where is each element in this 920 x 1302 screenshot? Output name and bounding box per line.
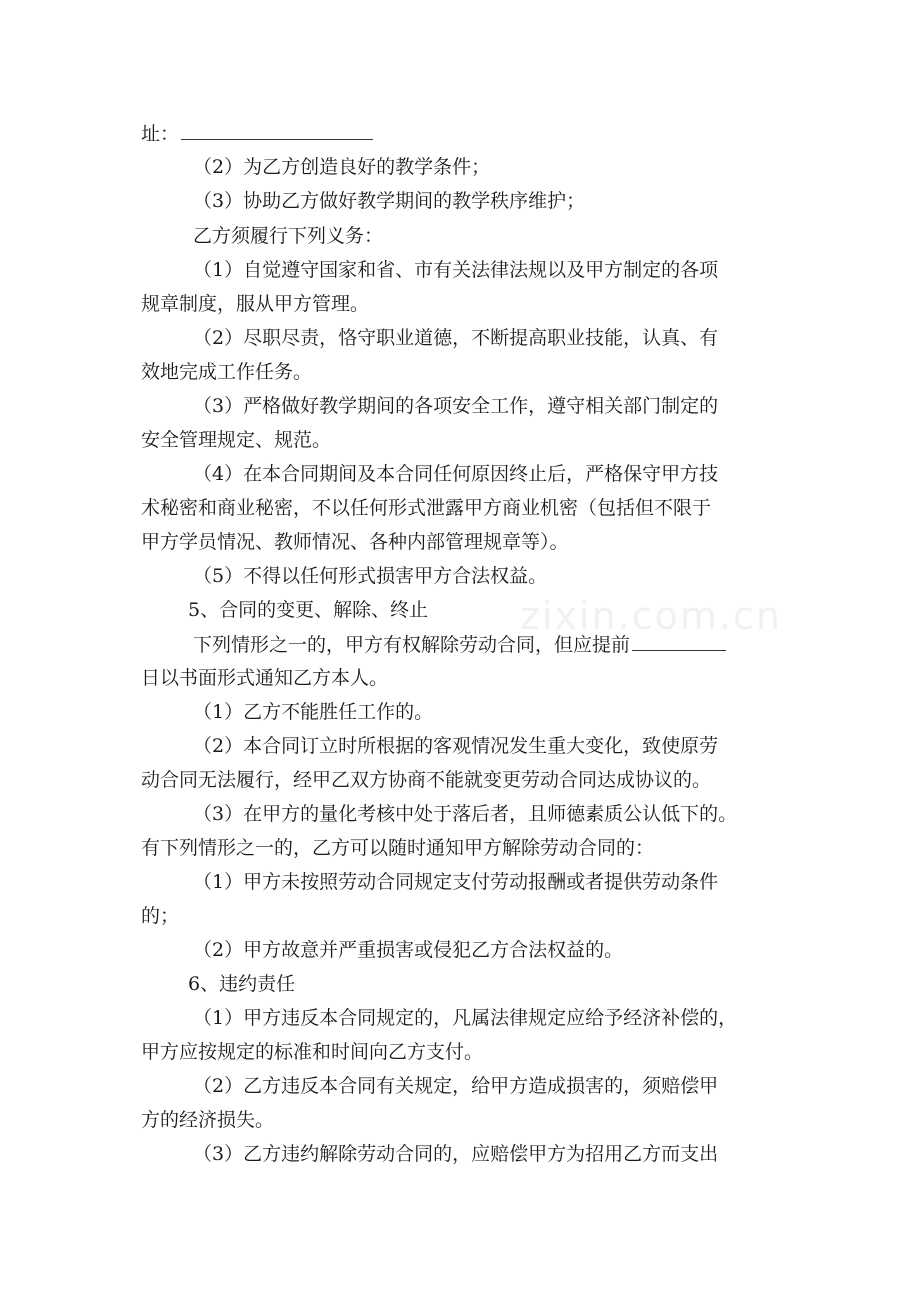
obligation-3-line2: 安全管理规定、规范。 — [141, 429, 332, 451]
employee-case-1-line2: 的； — [141, 905, 180, 927]
termination-case-2-line1: （2）本合同订立时所根据的客观情况发生重大变化，致使原劳 — [193, 735, 719, 757]
termination-intro-line2: 日以书面形式通知乙方本人。 — [141, 667, 389, 689]
address-label: 址： — [141, 123, 180, 145]
section-5-heading: 5、合同的变更、解除、终止 — [188, 599, 429, 621]
employee-case-1-line1: （1）甲方未按照劳动合同规定支付劳动报酬或者提供劳动条件 — [193, 871, 719, 893]
termination-case-3: （3）在甲方的量化考核中处于落后者，且师德素质公认低下的。 — [193, 803, 738, 825]
termination-case-1: （1）乙方不能胜任工作的。 — [193, 701, 434, 723]
obligation-3-line1: （3）严格做好教学期间的各项安全工作，遵守相关部门制定的 — [193, 395, 719, 417]
address-blank — [181, 121, 373, 140]
obligation-5: （5）不得以任何形式损害甲方合法权益。 — [193, 565, 548, 587]
termination-intro-text: 下列情形之一的，甲方有权解除劳动合同，但应提前 — [193, 634, 631, 656]
liability-2-line1: （2）乙方违反本合同有关规定，给甲方造成损害的，须赔偿甲 — [193, 1075, 719, 1097]
termination-intro-line1 — [193, 632, 726, 656]
obligation-2-line2: 效地完成工作任务。 — [141, 361, 313, 383]
obligation-2-line1: （2）尽职尽责，恪守职业道德，不断提高职业技能，认真、有 — [193, 327, 719, 349]
liability-1-line2: 甲方应按规定的标准和时间向乙方支付。 — [141, 1041, 484, 1063]
termination-case-2-line2: 动合同无法履行，经甲乙双方协商不能就变更劳动合同达成协议的。 — [141, 769, 712, 791]
section-6-heading: 6、违约责任 — [188, 973, 296, 995]
watermark: zixin.com.cn — [520, 594, 782, 638]
liability-3-line1: （3）乙方违约解除劳动合同的，应赔偿甲方为招用乙方而支出 — [193, 1143, 719, 1165]
duty-a3: （3）协助乙方做好教学期间的教学秩序维护； — [193, 190, 586, 212]
obligation-4-line2: 术秘密和商业秘密，不以任何形式泄露甲方商业机密（包括但不限于 — [141, 497, 712, 519]
duty-a2: （2）为乙方创造良好的教学条件； — [193, 156, 491, 178]
liability-1-line1: （1）甲方违反本合同规定的，凡属法律规定应给予经济补偿的， — [193, 1007, 738, 1029]
obligation-1-line2: 规章制度，服从甲方管理。 — [141, 293, 370, 315]
employee-termination-intro: 有下列情形之一的，乙方可以随时通知甲方解除劳动合同的： — [141, 837, 655, 859]
address-line — [141, 121, 373, 145]
notice-days-blank — [632, 632, 726, 651]
employee-case-2: （2）甲方故意并严重损害或侵犯乙方合法权益的。 — [193, 939, 624, 961]
obligations-heading: 乙方须履行下列义务： — [193, 225, 384, 247]
obligation-1-line1: （1）自觉遵守国家和省、市有关法律法规以及甲方制定的各项 — [193, 259, 719, 281]
liability-2-line2: 方的经济损失。 — [141, 1109, 275, 1131]
obligation-4-line3: 甲方学员情况、教师情况、各种内部管理规章等）。 — [141, 531, 569, 553]
obligation-4-line1: （4）在本合同期间及本合同任何原因终止后，严格保守甲方技 — [193, 463, 719, 485]
